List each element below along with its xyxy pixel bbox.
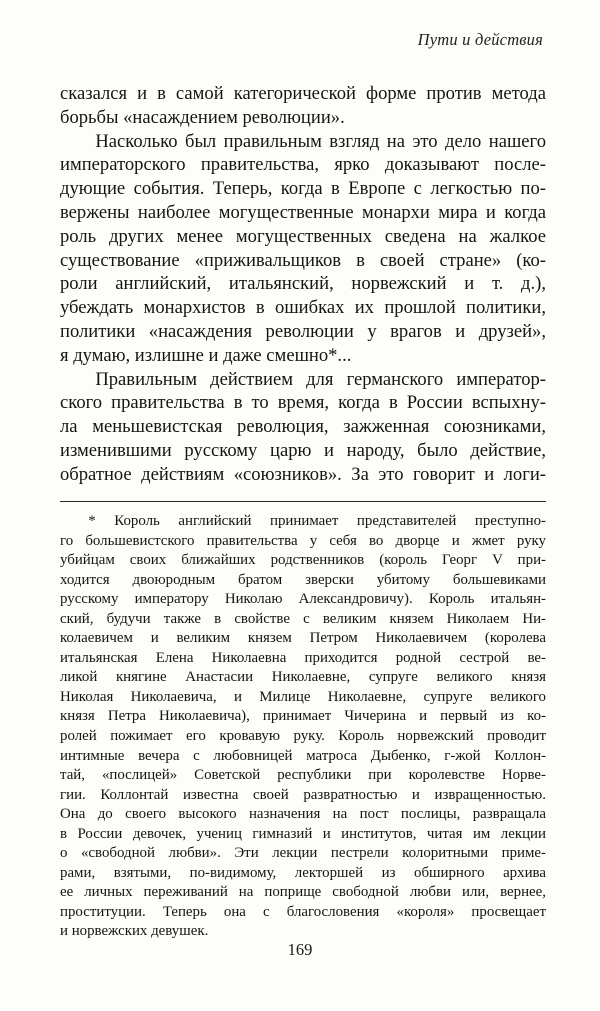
body-text [60, 82, 546, 487]
text-line: ский, будучи также в свойстве с великим князем Николаем Ни- [60, 610, 546, 627]
text-line: интимные вечера с любовницей матроса Дыбенко, г-жой Коллон- [60, 747, 546, 764]
text-line: о «свободной любви». Эти лекции пестрели колоритными приме- [60, 845, 546, 862]
text-line: существование «приживальщиков в своей стране» (ко- [60, 249, 546, 271]
text-line: Николая Николаевича, и Милице Николаевне, супруге великого [60, 688, 546, 705]
text-line: рами, взятыми, по-видимому, лекторшей из обширного архива [60, 864, 546, 881]
footnote-separator [60, 501, 546, 502]
text-line: русскому императору Николаю Александровичу). Король итальян- [60, 591, 546, 608]
text-line: дующие события. Теперь, когда в Европе с легкостью по- [60, 178, 546, 200]
text-line: роли английский, итальянский, норвежский и т. д.), [60, 273, 546, 295]
text-line: и норвежских девушек. [60, 923, 209, 940]
text-line: в России девочек, учениц гимназий и институтов, читая им лекции [60, 825, 546, 842]
text-line: итальянская Елена Николаевна приходится родной сестрой ве- [60, 649, 546, 666]
text-line: Правильным действием для германского император- [95, 368, 546, 390]
text-line: императорского правительства, ярко доказывают после- [60, 154, 546, 176]
text-line: колаевичем и великим князем Петром Николаевичем (королева [60, 630, 546, 647]
text-line: роль других менее могущественных сведена на жалкое [60, 225, 546, 247]
text-line: обратное действиям «союзников». За это говорит и логи- [60, 463, 546, 485]
text-line: сказался и в самой категорической форме против метода [60, 83, 546, 104]
text-line: убийцам своих ближайших родственников (король Георг V при- [60, 552, 546, 569]
page-number: 169 [287, 940, 313, 959]
text-line: убеждать монархистов в ошибках их прошлой политики, [60, 297, 546, 319]
text-line: Насколько был правильным взгляд на это дело нашего [95, 130, 546, 152]
footnote-text [60, 512, 546, 942]
text-line: ликой княгине Анастасии Николаевне, супруге великого князя [60, 669, 546, 686]
text-line: политики «насаждения революции у врагов и друзей», [60, 320, 546, 342]
text-line: ского правительства в то время, когда в России вспыхну- [60, 392, 546, 414]
text-line: тай, «послицей» Советской республики при королевстве Норве- [60, 767, 546, 784]
text-line: гии. Коллонтай известна своей развратностью и извращенностью. [60, 786, 546, 803]
text-line: ее личных переживаний на поприще свободной любви или, вернее, [60, 884, 546, 901]
text-line: князя Петра Николаевича), принимает Чичерина и первый из ко- [60, 708, 546, 725]
text-line: борьбы «насаждением революции». [60, 106, 345, 128]
text-line: ролей пожимает его кровавую руку. Король норвежский проводит [60, 728, 546, 745]
text-line: изменившими русскому царю и народу, было действие, [60, 439, 546, 461]
text-line: го большевистского правительства у себя во дворце и жмет руку [60, 532, 546, 549]
text-line: проституции. Теперь она с благословения «короля» просвещает [60, 903, 546, 920]
text-line: вержены наиболее могущественные монархи мира и когда [60, 201, 546, 223]
text-line: ла меньшевистская революция, зажженная союзниками, [60, 416, 546, 438]
text-line: ходится двоюродным братом зверски убитому большевиками [60, 571, 546, 588]
text-line: * Король английский принимает представителей преступно- [88, 513, 546, 529]
text-line: Она до своего высокого назначения на пост послицы, развращала [60, 806, 546, 823]
running-header: Пути и действия [417, 30, 543, 49]
text-line: я думаю, излишне и даже смешно*... [60, 344, 352, 366]
